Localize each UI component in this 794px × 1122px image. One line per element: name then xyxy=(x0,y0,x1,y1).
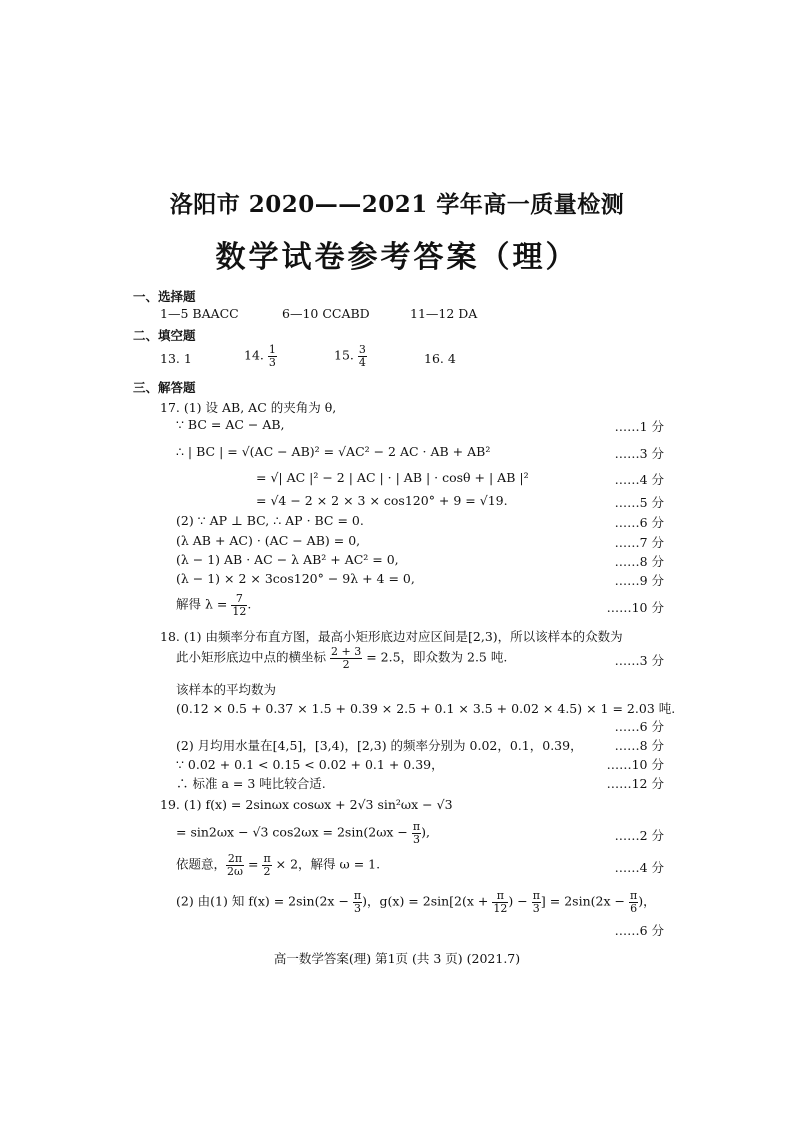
q17-line-5: = √4 − 2 × 2 × 3 × cos120° + 9 = √19. xyxy=(256,493,508,508)
fill-answer-13: 13. 1 xyxy=(160,351,192,366)
q17-score-2: ……3 分 xyxy=(614,446,664,461)
title-line2: 数学试卷参考答案（理） xyxy=(215,240,579,275)
q17-line-4: = √| AC |² − 2 | AC | · | AB | · cosθ + | AB |² xyxy=(256,470,529,485)
q17-score-5: ……6 分 xyxy=(614,515,664,530)
q18-line-4: (0.12 × 0.5 + 0.37 × 1.5 + 0.39 × 2.5 + 0.1 × 3.5 + 0.02 × 4.5) × 1 = 2.03 吨. xyxy=(176,701,676,716)
q19-line-3: 依题意， $\frac{2\pi}{2\omega}$ = $\frac{\pi}{2}$ × 2，解得 ω = 1. xyxy=(176,852,381,878)
choice-answers-11-12: 11—12 DA xyxy=(410,306,478,321)
choice-answers-6-10: 6—10 CCABD xyxy=(282,306,370,321)
section-heading-solve: 三、解答题 xyxy=(133,380,196,395)
q19-score-3: ……6 分 xyxy=(614,923,664,938)
q17-score-9: ……10 分 xyxy=(606,600,664,615)
q17-score-8: ……9 分 xyxy=(614,573,664,588)
q19-line-1: 19. (1) f(x) = 2sinωx cosωx + 2√3 sin²ωx − √3 xyxy=(160,797,453,812)
q18-line-7: ∴ 标准 a = 3 吨比较合适. xyxy=(176,776,326,791)
q18-line-6: ∵ 0.02 + 0.1 < 0.15 < 0.02 + 0.1 + 0.39， xyxy=(176,757,444,772)
q17-score-7: ……8 分 xyxy=(614,554,664,569)
fill-answer-16: 16. 4 xyxy=(424,351,456,366)
q18-score-3: ……8 分 xyxy=(614,738,664,753)
fill-answer-14: 14. $\frac{1}{3}$ xyxy=(244,343,276,369)
q19-score-1: ……2 分 xyxy=(614,828,664,843)
q17-line-8: (λ − 1) AB · AC − λ AB² + AC² = 0, xyxy=(176,552,399,567)
q17-line-3: ∴ | BC | = √(AC − AB)² = √AC² − 2 AC · AB + AB² xyxy=(176,444,491,459)
q17-line-9: (λ − 1) × 2 × 3cos120° − 9λ + 4 = 0, xyxy=(176,571,415,586)
q17-line-1: 17. (1) 设 AB, AC 的夹角为 θ, xyxy=(160,400,337,415)
q19-line-4: (2) 由(1) 知 f(x) = 2sin(2x − $\frac{\pi}{3}$ )，g(x) = 2sin[2(x + $\frac{\pi}{12}$ ) − $\frac{\pi}{3}$ ] = 2sin(2x − $\frac{\pi}{6}$ )， xyxy=(176,889,656,915)
q17-score-3: ……4 分 xyxy=(614,472,664,487)
q18-score-5: ……12 分 xyxy=(606,776,664,791)
q18-score-1: ……3 分 xyxy=(614,653,664,668)
q17-score-4: ……5 分 xyxy=(614,495,664,510)
q17-line-7: (λ AB + AC) · (AC − AB) = 0, xyxy=(176,533,361,548)
q18-score-4: ……10 分 xyxy=(606,757,664,772)
q19-score-2: ……4 分 xyxy=(614,860,664,875)
q18-score-2: ……6 分 xyxy=(614,719,664,734)
q17-score-6: ……7 分 xyxy=(614,535,664,550)
q18-line-3: 该样本的平均数为 xyxy=(176,682,277,697)
q19-line-2: = sin2ωx − √3 cos2ωx = 2sin(2ωx − $\frac{\pi}{3}$ ), xyxy=(176,820,430,846)
q18-line-2: 此小矩形底边中点的横坐标 $\frac{2 + 3}{2}$ = 2.5，即众数为 2.5 吨. xyxy=(176,645,508,671)
q17-score-1: ……1 分 xyxy=(614,419,664,434)
title-line1: 洛阳市 2020——2021 学年高一质量检测 xyxy=(169,191,625,218)
q17-line-6: (2) ∵ AP ⊥ BC, ∴ AP · BC = 0. xyxy=(176,513,364,528)
page-footer: 高一数学答案(理) 第1页 (共 3 页) (2021.7) xyxy=(273,951,521,966)
section-heading-fill: 二、填空题 xyxy=(133,328,196,343)
q17-line-10: 解得 λ = $\frac{7}{12}$ . xyxy=(176,592,252,618)
q18-line-5: (2) 月均用水量在[4,5]，[3,4)，[2,3) 的频率分别为 0.02，0.1，0.39， xyxy=(176,738,583,753)
section-heading-choice: 一、选择题 xyxy=(133,289,196,304)
choice-answers-1-5: 1—5 BAACC xyxy=(160,306,239,321)
q17-line-2: ∵ BC = AC − AB, xyxy=(176,417,285,432)
q18-line-1: 18. (1) 由频率分布直方图，最高小矩形底边对应区间是[2,3)，所以该样本的众数为 xyxy=(160,629,623,644)
fill-answer-15: 15. $\frac{3}{4}$ xyxy=(334,343,366,369)
